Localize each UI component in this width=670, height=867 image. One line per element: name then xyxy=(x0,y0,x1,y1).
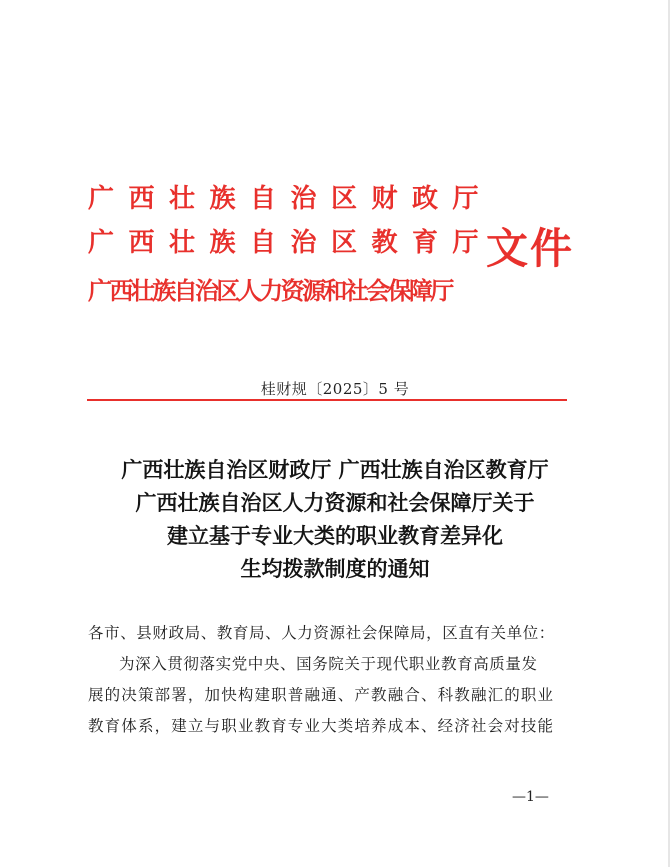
red-divider xyxy=(87,399,567,401)
paragraph-line: 展的决策部署，加快构建职普融通、产教融合、科教融汇的职业 xyxy=(88,686,555,704)
title-line: 建立基于专业大类的职业教育差异化 xyxy=(167,523,503,548)
title-line: 广西壮族自治区人力资源和社会保障厅关于 xyxy=(135,490,535,515)
paragraph-line: 教育体系，建立与职业教育专业大类培养成本、经济社会对技能 xyxy=(88,717,555,735)
body-text xyxy=(88,618,578,742)
document-title xyxy=(0,453,670,585)
paragraph-line: 为深入贯彻落实党中央、国务院关于现代职业教育高质量发 xyxy=(119,655,538,673)
issuer-education: 广西壮族自治区教育厅 xyxy=(88,228,494,258)
doc-type-label: 文件 xyxy=(486,224,575,273)
title-line: 生均拨款制度的通知 xyxy=(240,556,430,581)
issuer-hrss: 广西壮族自治区人力资源和社会保障厅 xyxy=(88,276,452,305)
title-line: 广西壮族自治区财政厅 广西壮族自治区教育厅 xyxy=(121,457,549,482)
doc-number: 桂财规〔2025〕5 号 xyxy=(260,380,410,398)
page-number: —1— xyxy=(512,789,549,805)
issuer-finance: 广西壮族自治区财政厅 xyxy=(88,184,494,214)
salutation: 各市、县财政局、教育局、人力资源社会保障局，区直有关单位： xyxy=(88,624,555,642)
